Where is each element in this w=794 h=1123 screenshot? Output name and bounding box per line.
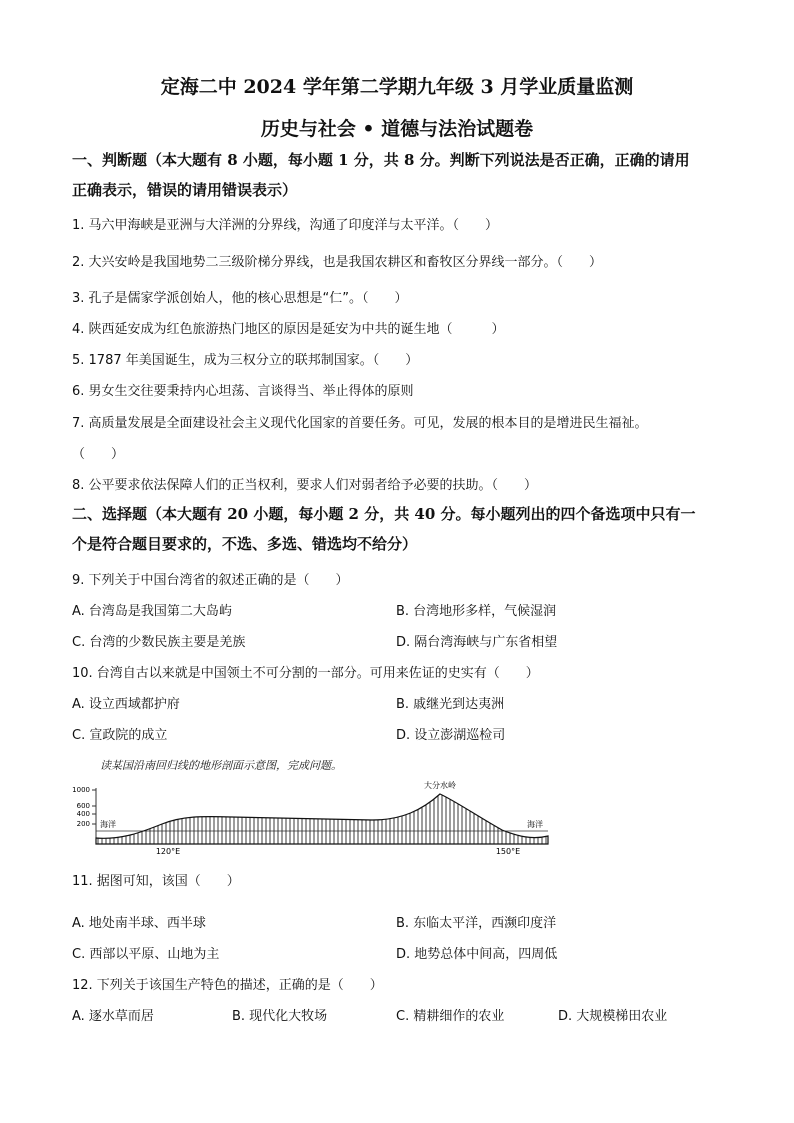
x-label-120e: 120°E bbox=[155, 847, 181, 856]
question-12-option-d: D. 大规模梯田农业 bbox=[558, 1009, 668, 1024]
question-10-option-a: A. 设立西域都护府 bbox=[72, 697, 180, 712]
section2-heading bbox=[72, 499, 732, 559]
question-1: 1. 马六甲海峡是亚洲与大洋洲的分界线，沟通了印度洋与太平洋。（ ） bbox=[72, 218, 499, 233]
y-label-1000: 1000 bbox=[72, 786, 90, 794]
section1-heading-line1: 一、判断题（本大题有 8 小题，每小题 1 分，共 8 分。判断下列说法是否正确，正确的请用 bbox=[72, 151, 690, 169]
terrain-profile-figure bbox=[72, 780, 552, 860]
question-11-stem: 11. 据图可知，该国（ ） bbox=[72, 874, 240, 889]
question-9-option-a: A. 台湾岛是我国第二大岛屿 bbox=[72, 604, 232, 619]
ocean-label-left: 海洋 bbox=[100, 820, 116, 829]
terrain-profile bbox=[96, 794, 548, 844]
question-11-option-b: B. 东临太平洋，西濒印度洋 bbox=[396, 916, 557, 931]
peak-label: 大分水岭 bbox=[424, 781, 456, 790]
question-12-option-a: A. 逐水草而居 bbox=[72, 1009, 154, 1024]
exam-subtitle: 历史与社会 • 道德与法治试题卷 bbox=[260, 118, 534, 140]
x-label-150e: 150°E bbox=[495, 847, 521, 856]
question-10-stem: 10. 台湾自古以来就是中国领土不可分割的一部分。可用来佐证的史实有（ ） bbox=[72, 666, 539, 681]
question-5: 5. 1787 年美国诞生，成为三权分立的联邦制国家。（ ） bbox=[72, 353, 419, 368]
question-10-option-c: C. 宣政院的成立 bbox=[72, 728, 168, 743]
question-6: 6. 男女生交往要秉持内心坦荡、言谈得当、举止得体的原则 bbox=[72, 384, 414, 399]
question-11-option-c: C. 西部以平原、山地为主 bbox=[72, 947, 220, 962]
y-label-400: 400 bbox=[76, 810, 90, 818]
ocean-label-right: 海洋 bbox=[527, 820, 543, 829]
y-label-600: 600 bbox=[76, 802, 90, 810]
y-label-200: 200 bbox=[76, 820, 90, 828]
question-9-option-c: C. 台湾的少数民族主要是羌族 bbox=[72, 635, 246, 650]
question-12-option-b: B. 现代化大牧场 bbox=[232, 1009, 328, 1024]
question-2: 2. 大兴安岭是我国地势二三级阶梯分界线，也是我国农耕区和畜牧区分界线一部分。（ ） bbox=[72, 255, 603, 270]
question-10-option-b: B. 戚继光到达夷洲 bbox=[396, 697, 505, 712]
question-8: 8. 公平要求依法保障人们的正当权利，要求人们对弱者给予必要的扶助。（ ） bbox=[72, 478, 538, 493]
figure-caption: 读某国沿南回归线的地形剖面示意图，完成问题。 bbox=[100, 759, 342, 772]
question-7-blank: （ ） bbox=[72, 447, 125, 462]
section2-heading-line2: 个是符合题目要求的，不选、多选、错选均不给分） bbox=[72, 535, 418, 553]
question-7: 7. 高质量发展是全面建设社会主义现代化国家的首要任务。可见，发展的根本目的是增进民生福祉。 bbox=[72, 416, 648, 431]
question-10-option-d: D. 设立澎湖巡检司 bbox=[396, 728, 506, 743]
question-12-option-c: C. 精耕细作的农业 bbox=[396, 1009, 505, 1024]
section1-heading-line2: 正确表示，错误的请用错误表示） bbox=[72, 181, 298, 199]
exam-title: 定海二中 2024 学年第二学期九年级 3 月学业质量监测 bbox=[160, 76, 634, 98]
question-12-stem: 12. 下列关于该国生产特色的描述，正确的是（ ） bbox=[72, 978, 383, 993]
question-11-option-d: D. 地势总体中间高，四周低 bbox=[396, 947, 558, 962]
section1-heading bbox=[72, 145, 732, 205]
question-4: 4. 陕西延安成为红色旅游热门地区的原因是延安为中共的诞生地（ ） bbox=[72, 322, 505, 337]
question-9-option-d: D. 隔台湾海峡与广东省相望 bbox=[396, 635, 558, 650]
section2-heading-line1: 二、选择题（本大题有 20 小题，每小题 2 分，共 40 分。每小题列出的四个备选项中只有一 bbox=[72, 505, 696, 523]
question-9-option-b: B. 台湾地形多样，气候湿润 bbox=[396, 604, 557, 619]
question-9-stem: 9. 下列关于中国台湾省的叙述正确的是（ ） bbox=[72, 573, 349, 588]
question-3: 3. 孔子是儒家学派创始人，他的核心思想是“仁”。（ ） bbox=[72, 291, 408, 306]
question-11-option-a: A. 地处南半球、西半球 bbox=[72, 916, 206, 931]
